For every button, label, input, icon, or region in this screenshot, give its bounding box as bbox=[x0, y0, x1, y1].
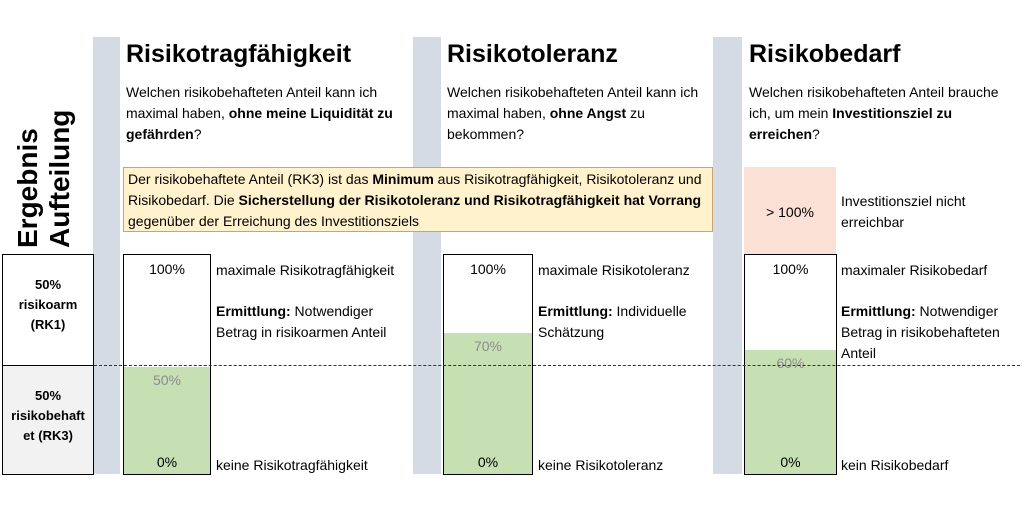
side-heading-line1: Ergebnis bbox=[12, 128, 43, 248]
row-label-rk1 bbox=[2, 254, 94, 366]
bottom-label-1: keine Risikotragfähigkeit bbox=[216, 457, 368, 473]
minimum-note bbox=[123, 167, 713, 232]
side-heading-line2: Aufteilung bbox=[44, 109, 75, 248]
bottom-pct-3: 0% bbox=[780, 454, 801, 470]
title-risikobedarf: Risikobedarf bbox=[749, 40, 901, 68]
question-end: zu bekommen? bbox=[447, 105, 645, 142]
row-rk1-line3: (RK1) bbox=[30, 317, 66, 332]
fill-bar-2 bbox=[444, 333, 532, 474]
bottom-label-3: kein Risikobedarf bbox=[841, 457, 949, 473]
row-label-rk3 bbox=[2, 365, 94, 475]
row-rk3-line3: et (RK3) bbox=[23, 428, 73, 443]
column-separator-1 bbox=[93, 37, 120, 474]
question-end: ? bbox=[812, 126, 820, 142]
question-bold: ohne meine Liquidität zu gefährden bbox=[126, 105, 393, 142]
ermittlung-label: Ermittlung: bbox=[841, 303, 916, 319]
title-risikotragfaehigkeit: Risikotragfähigkeit bbox=[126, 40, 352, 68]
over-value: > 100% bbox=[766, 204, 814, 220]
question-text: Welchen risikobehafteten Anteil brauche ich, um mein bbox=[749, 84, 999, 121]
ermittlung-3 bbox=[841, 301, 1021, 364]
row-rk3-line1: 50% bbox=[34, 388, 62, 403]
question-risikotragfaehigkeit bbox=[126, 82, 401, 145]
question-bold: Investitionsziel zu erreichen bbox=[749, 105, 953, 142]
note-bold-1: Minimum bbox=[372, 171, 434, 187]
top-label-2: maximale Risikotoleranz bbox=[538, 262, 690, 278]
ermittlung-label: Ermittlung: bbox=[538, 303, 613, 319]
note-text-2: aus Risikotragfähigkeit, Risikotoleranz und Risikobedarf. Die bbox=[128, 171, 702, 208]
top-pct-1: 100% bbox=[149, 261, 185, 277]
note-text-1: Der risikobehaftete Anteil (RK3) ist das bbox=[128, 171, 373, 187]
over-label: Investitionsziel nicht erreichbar bbox=[841, 193, 966, 230]
fill-value-1: 50% bbox=[152, 372, 182, 388]
question-risikobedarf bbox=[749, 82, 1014, 145]
column-separator-2 bbox=[413, 37, 441, 474]
note-bold-2: Sicherstellung der Risikotoleranz und Risikotragfähigkeit hat Vorrang bbox=[238, 192, 702, 208]
ermittlung-text: Individuelle Schätzung bbox=[538, 303, 687, 340]
top-pct-2: 100% bbox=[470, 261, 506, 277]
question-risikotoleranz bbox=[447, 82, 709, 145]
row-rk1-line1: 50% bbox=[34, 277, 62, 292]
ermittlung-1 bbox=[216, 301, 416, 343]
question-bold: ohne Angst bbox=[549, 105, 627, 121]
title-risikotoleranz: Risikotoleranz bbox=[447, 40, 618, 68]
note-text-3: gegenüber der Erreichung des Investitionsziels bbox=[128, 213, 420, 229]
question-text: Welchen risikobehafteten Anteil kann ich maximal haben, bbox=[447, 84, 699, 121]
row-rk1-line2: risikoarm bbox=[18, 297, 78, 312]
side-heading bbox=[12, 110, 76, 248]
question-text: Welchen risikobehafteten Anteil kann ich maximal haben, bbox=[126, 84, 378, 121]
top-pct-3: 100% bbox=[772, 261, 809, 277]
over-100-cell bbox=[744, 167, 836, 254]
bottom-pct-2: 0% bbox=[477, 454, 499, 470]
ermittlung-text: Notwendiger Betrag in risikoarmen Anteil bbox=[216, 303, 387, 340]
dashed-divider bbox=[94, 365, 1020, 366]
bottom-pct-1: 0% bbox=[156, 454, 178, 470]
question-end: ? bbox=[193, 126, 202, 142]
row-rk3-line2: risikobehaft bbox=[11, 408, 85, 423]
bottom-label-2: keine Risikotoleranz bbox=[538, 457, 664, 473]
top-label-3: maximaler Risikobedarf bbox=[841, 262, 988, 278]
ermittlung-2 bbox=[538, 301, 708, 343]
ermittlung-text: Notwendiger Betrag in risikobehafteten Anteil bbox=[841, 303, 1000, 361]
column-separator-3 bbox=[713, 37, 742, 474]
fill-value-3: 60% bbox=[776, 355, 805, 371]
top-label-1: maximale Risikotragfähigkeit bbox=[216, 262, 395, 278]
fill-value-2: 70% bbox=[473, 338, 503, 354]
ermittlung-label: Ermittlung: bbox=[216, 303, 291, 319]
